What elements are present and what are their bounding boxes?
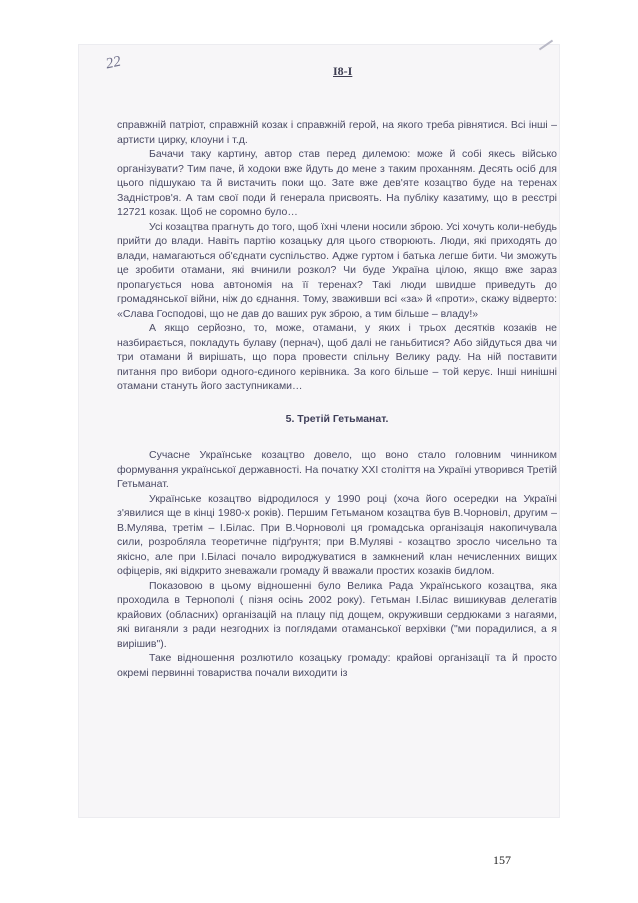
paragraph: Бачачи таку картину, автор став перед дилемою: може й собі якесь військо організувати? Тим паче, й ходоки вже йдуть до мене з таким проханням. Десять осіб для цього підшукаю та й вистачить поки що. Зате вже дев'яте козацтво буде на теренах Задністров'я. А там свої поди й генерала присвоять. На публіку казатиму, що в реєстрі 12721 козак. Щоб не соромно було…: [117, 148, 557, 218]
paragraph: справжній патріот, справжній козак і справжній герой, на якого треба рівнятися. Всі інші – артисти цирку, клоуни і т.д.: [117, 119, 557, 146]
paragraph: А якщо серйозно, то, може, отамани, у яких і трьох десятків козаків не назбирається, покладуть булаву (пернач), щоб далі не ганьбитися? Або зійдуться два чи три отамани й вирішать, що пора провести спільну Велику раду. На ній поставити питання про вибори одного-єдиного керівника. За кого більше – той керує. Інші нинішні отамани стануть його заступниками…: [117, 322, 557, 392]
handwritten-note: 22: [104, 53, 123, 73]
section-title: 5. Третій Гетьманат.: [285, 412, 389, 425]
paragraph: Таке відношення розлютило козацьку громаду: крайові організації та й просто окремі первинні товариства почали виходити із: [117, 652, 557, 679]
document-body: [117, 118, 557, 680]
page-number: 157: [493, 853, 511, 867]
header-stamp: I8-I: [333, 64, 353, 78]
paragraph: Українське козацтво відродилося у 1990 році (хоча його осередки на Україні з'явилися ще в кінці 1980-х років). Першим Гетьманом козацтва був В.Чорновіл, другим – В.Мулява, третім – І.Білас. При В.Чорноволі ця громадська організація накопичувала сили, розробляла теоретичне підґрунтя; при В.Муляві - козацтво зросло чисельно та якісно, але при І.Біласі почало вироджуватися в замкнений клан нечисленних вищих офіцерів, які відкрито зневажали громаду й вважали простих козаків бидлом.: [117, 492, 557, 577]
paragraph: Усі козацтва прагнуть до того, щоб їхні члени носили зброю. Усі хочуть коли-небудь прийти до влади. Навіть партію козацьку для цього створюють. Люди, які приходять до влади, намагаються об'єднати суспільство. Адже гуртом і батька легше бити. Чи зможуть це зробити отамани, які вчинили розкол? Чи буде Україна цілою, якщо вже зараз пропагується нова автономія на її теренах? Такі люди швидше приведуть до громадянської війни, ніж до єднання. Тому, зваживши всі «за» й «проти», скажу відверто: «Слава Господові, що не дав до ваших рук зброю, а тим більше – владу!»: [117, 220, 557, 320]
paragraph: Сучасне Українське козацтво довело, що воно стало головним чинником формування української державності. На початку XXI століття на Україні утворився Третій Гетьманат.: [117, 449, 557, 490]
paragraph: Показовою в цьому відношенні було Велика Рада Українського козацтва, яка проходила в Тернополі ( пізня осінь 2002 року). Гетьман І.Білас вишикував делегатів крайових (обласних) організацій на плацу під дощем, окруживши сердюками з нагаями, які виганяли з ради незгодних із поглядами отаманської верхівки ("ми порадилися, а я вирішив").: [117, 579, 557, 650]
